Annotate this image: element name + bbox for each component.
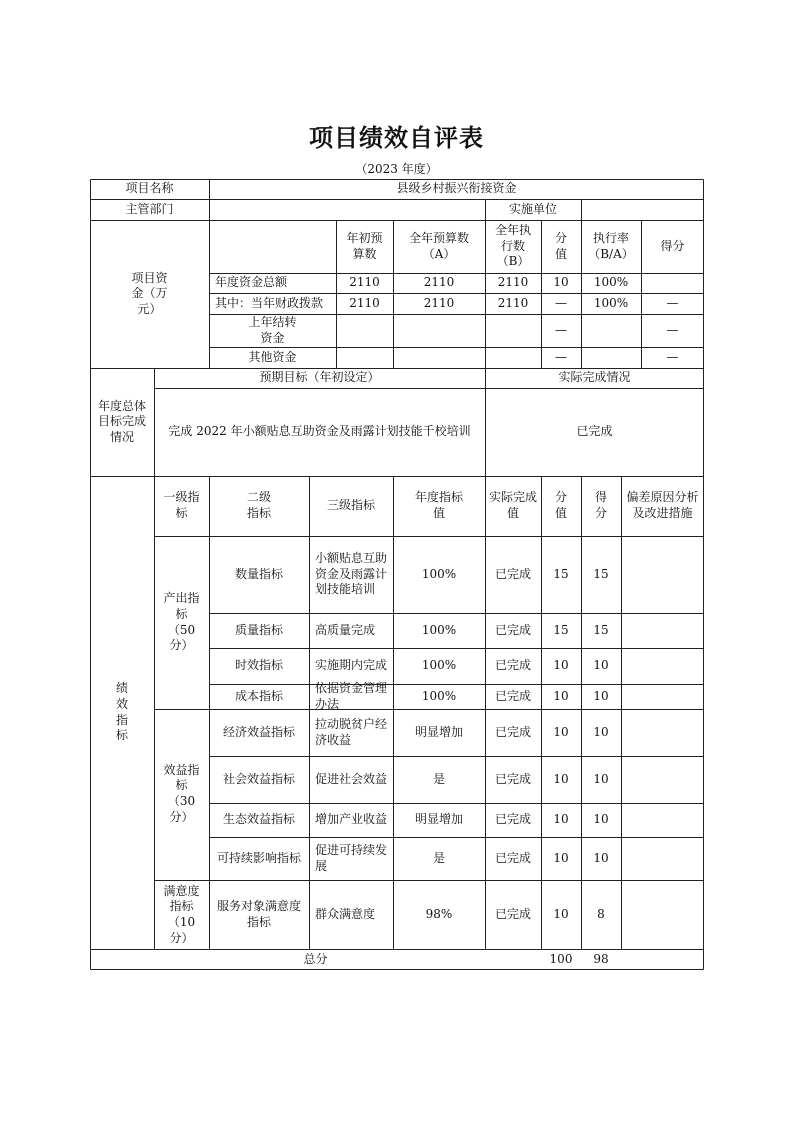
perf-level2: 社会效益指标 bbox=[222, 771, 295, 786]
perf-score: 10 bbox=[593, 724, 609, 739]
perf-target: 明显增加 bbox=[414, 812, 463, 827]
perf-target: 明显增加 bbox=[414, 724, 463, 739]
fund-cell-score: — bbox=[666, 295, 679, 310]
perf-actual: 已完成 bbox=[494, 622, 531, 637]
evaluation-table bbox=[90, 179, 704, 970]
fund-cell-executed: 2110 bbox=[497, 295, 529, 310]
fund-cell-rate: 100% bbox=[593, 275, 629, 290]
perf-target: 是 bbox=[432, 850, 445, 865]
fund-cell-score: — bbox=[666, 349, 679, 364]
funds-col-annual: 全年预算数（A） bbox=[408, 230, 469, 261]
perf-actual: 已完成 bbox=[494, 850, 531, 865]
perf-level1: 效益指标（30分） bbox=[163, 762, 200, 824]
perf-level1: 满意度指标（10分） bbox=[163, 883, 200, 945]
perf-level2: 生态效益指标 bbox=[222, 812, 295, 827]
perf-level2: 服务对象满意度指标 bbox=[216, 899, 301, 929]
fund-cell-annual bbox=[393, 347, 485, 368]
perf-actual: 已完成 bbox=[494, 658, 531, 673]
perf-target: 100% bbox=[421, 566, 457, 581]
fund-row-name: 上年结转资金 bbox=[248, 314, 297, 345]
fund-row-name: 其中：当年财政拨款 bbox=[215, 295, 324, 310]
funds-col-score-value: 分值 bbox=[554, 230, 567, 261]
fund-cell-score-value: 10 bbox=[553, 275, 569, 290]
perf-value: 10 bbox=[553, 850, 569, 865]
funds-col-initial: 年初预算数 bbox=[346, 230, 383, 261]
fund-cell-initial bbox=[336, 314, 393, 347]
perf-note bbox=[621, 648, 704, 684]
total-value: 100 bbox=[549, 951, 573, 966]
perf-level3: 促进社会效益 bbox=[315, 771, 388, 786]
perf-level3: 拉动脱贫户经济收益 bbox=[315, 716, 388, 747]
perf-col-level1: 一级指标 bbox=[163, 490, 200, 520]
perf-actual: 已完成 bbox=[494, 812, 531, 827]
funds-col-score: 得分 bbox=[660, 238, 685, 253]
dept-label: 主管部门 bbox=[125, 201, 174, 216]
perf-note bbox=[621, 536, 704, 613]
fund-cell-rate bbox=[581, 314, 641, 347]
fund-cell-rate bbox=[581, 347, 641, 368]
perf-actual: 已完成 bbox=[494, 724, 531, 739]
perf-note bbox=[621, 837, 704, 880]
funds-col-executed: 全年执行数（B） bbox=[494, 223, 531, 269]
overall-label: 年度总体目标完成情况 bbox=[98, 398, 147, 444]
perf-score: 10 bbox=[593, 771, 609, 786]
perf-score: 15 bbox=[593, 622, 609, 637]
perf-target: 是 bbox=[432, 771, 445, 786]
performance-label: 绩效指标 bbox=[115, 681, 128, 743]
perf-note bbox=[621, 756, 704, 803]
perf-value: 10 bbox=[553, 771, 569, 786]
perf-value: 10 bbox=[553, 658, 569, 673]
perf-value: 15 bbox=[553, 622, 569, 637]
perf-col-actual: 实际完成值 bbox=[488, 490, 537, 520]
fund-cell-annual: 2110 bbox=[423, 295, 455, 310]
perf-target: 100% bbox=[421, 688, 457, 703]
perf-value: 10 bbox=[553, 724, 569, 739]
fund-cell-score bbox=[641, 273, 704, 293]
perf-level3: 增加产业收益 bbox=[315, 812, 388, 827]
fund-cell-score-value: — bbox=[555, 322, 567, 337]
perf-level2: 经济效益指标 bbox=[222, 724, 295, 739]
perf-target: 98% bbox=[425, 907, 453, 922]
perf-note bbox=[621, 803, 704, 837]
perf-score: 10 bbox=[593, 850, 609, 865]
perf-col-level2: 二级指标 bbox=[246, 490, 271, 520]
funds-col-rate: 执行率（B/A） bbox=[588, 230, 634, 261]
perf-note bbox=[621, 709, 704, 756]
impl-unit-label: 实施单位 bbox=[508, 201, 557, 216]
perf-actual: 已完成 bbox=[494, 771, 531, 786]
perf-level2: 可持续影响指标 bbox=[216, 850, 301, 865]
expected-header: 预期目标（年初设定） bbox=[259, 370, 380, 385]
page-title: 项目绩效自评表 bbox=[309, 124, 484, 152]
fund-cell-executed bbox=[485, 314, 541, 347]
project-name-label: 项目名称 bbox=[125, 181, 174, 196]
perf-score: 15 bbox=[593, 566, 609, 581]
perf-level3: 促进可持续发展 bbox=[315, 842, 388, 873]
actual-header: 实际完成情况 bbox=[558, 370, 631, 385]
perf-actual: 已完成 bbox=[494, 688, 531, 703]
fund-cell-initial: 2110 bbox=[349, 295, 380, 310]
perf-level2: 时效指标 bbox=[234, 658, 283, 673]
funds-label: 项目资金（万元） bbox=[131, 270, 168, 316]
perf-target: 100% bbox=[421, 622, 457, 637]
fund-cell-annual bbox=[393, 314, 485, 347]
fund-cell-initial: 2110 bbox=[349, 275, 380, 290]
perf-note bbox=[621, 613, 704, 648]
perf-actual: 已完成 bbox=[494, 566, 531, 581]
fund-row-name: 年度资金总额 bbox=[215, 275, 288, 290]
fund-cell-score-value: — bbox=[555, 349, 567, 364]
perf-value: 15 bbox=[553, 566, 569, 581]
perf-level1: 产出指标（50分） bbox=[163, 591, 200, 653]
perf-actual: 已完成 bbox=[494, 907, 531, 922]
perf-col-target: 年度指标值 bbox=[414, 490, 463, 520]
perf-col-score: 得分 bbox=[594, 490, 607, 520]
total-note bbox=[621, 949, 704, 970]
perf-note bbox=[621, 684, 704, 709]
project-name-value: 县级乡村振兴衔接资金 bbox=[396, 181, 517, 196]
perf-level3: 实施期内完成 bbox=[315, 658, 388, 673]
actual-result: 已完成 bbox=[576, 424, 613, 439]
perf-level2: 数量指标 bbox=[234, 566, 283, 581]
dept-value bbox=[209, 199, 485, 220]
perf-score: 8 bbox=[597, 907, 605, 922]
perf-level2: 质量指标 bbox=[234, 622, 283, 637]
perf-col-level3: 三级指标 bbox=[326, 498, 375, 513]
fund-cell-annual: 2110 bbox=[423, 275, 455, 290]
impl-unit-value bbox=[581, 199, 704, 220]
fund-cell-executed bbox=[485, 347, 541, 368]
fund-cell-executed: 2110 bbox=[497, 275, 529, 290]
perf-col-note: 偏差原因分析及改进措施 bbox=[626, 490, 699, 520]
fund-cell-score: — bbox=[666, 322, 679, 337]
perf-value: 10 bbox=[553, 688, 569, 703]
perf-col-value: 分值 bbox=[554, 490, 567, 520]
perf-level2: 成本指标 bbox=[234, 688, 283, 703]
perf-level3: 小额贴息互助资金及雨露计划技能培训 bbox=[315, 551, 388, 597]
perf-note bbox=[621, 880, 704, 950]
perf-score: 10 bbox=[593, 688, 609, 703]
perf-level3: 依据资金管理办法 bbox=[315, 680, 388, 711]
fund-cell-rate: 100% bbox=[593, 295, 629, 310]
fund-cell-initial bbox=[336, 347, 393, 368]
perf-level3: 群众满意度 bbox=[315, 907, 376, 922]
perf-level3: 高质量完成 bbox=[315, 622, 376, 637]
perf-value: 10 bbox=[553, 812, 569, 827]
year-subtitle: （2023 年度） bbox=[355, 162, 438, 176]
expected-goal: 完成 2022 年小额贴息互助资金及雨露计划技能千校培训 bbox=[168, 424, 471, 439]
total-label: 总分 bbox=[303, 951, 328, 966]
perf-score: 10 bbox=[593, 812, 609, 827]
fund-row-name: 其他资金 bbox=[248, 349, 297, 364]
perf-score: 10 bbox=[593, 658, 609, 673]
perf-value: 10 bbox=[553, 907, 569, 922]
fund-cell-score-value: — bbox=[555, 295, 567, 310]
perf-target: 100% bbox=[421, 658, 457, 673]
total-score: 98 bbox=[593, 951, 609, 966]
